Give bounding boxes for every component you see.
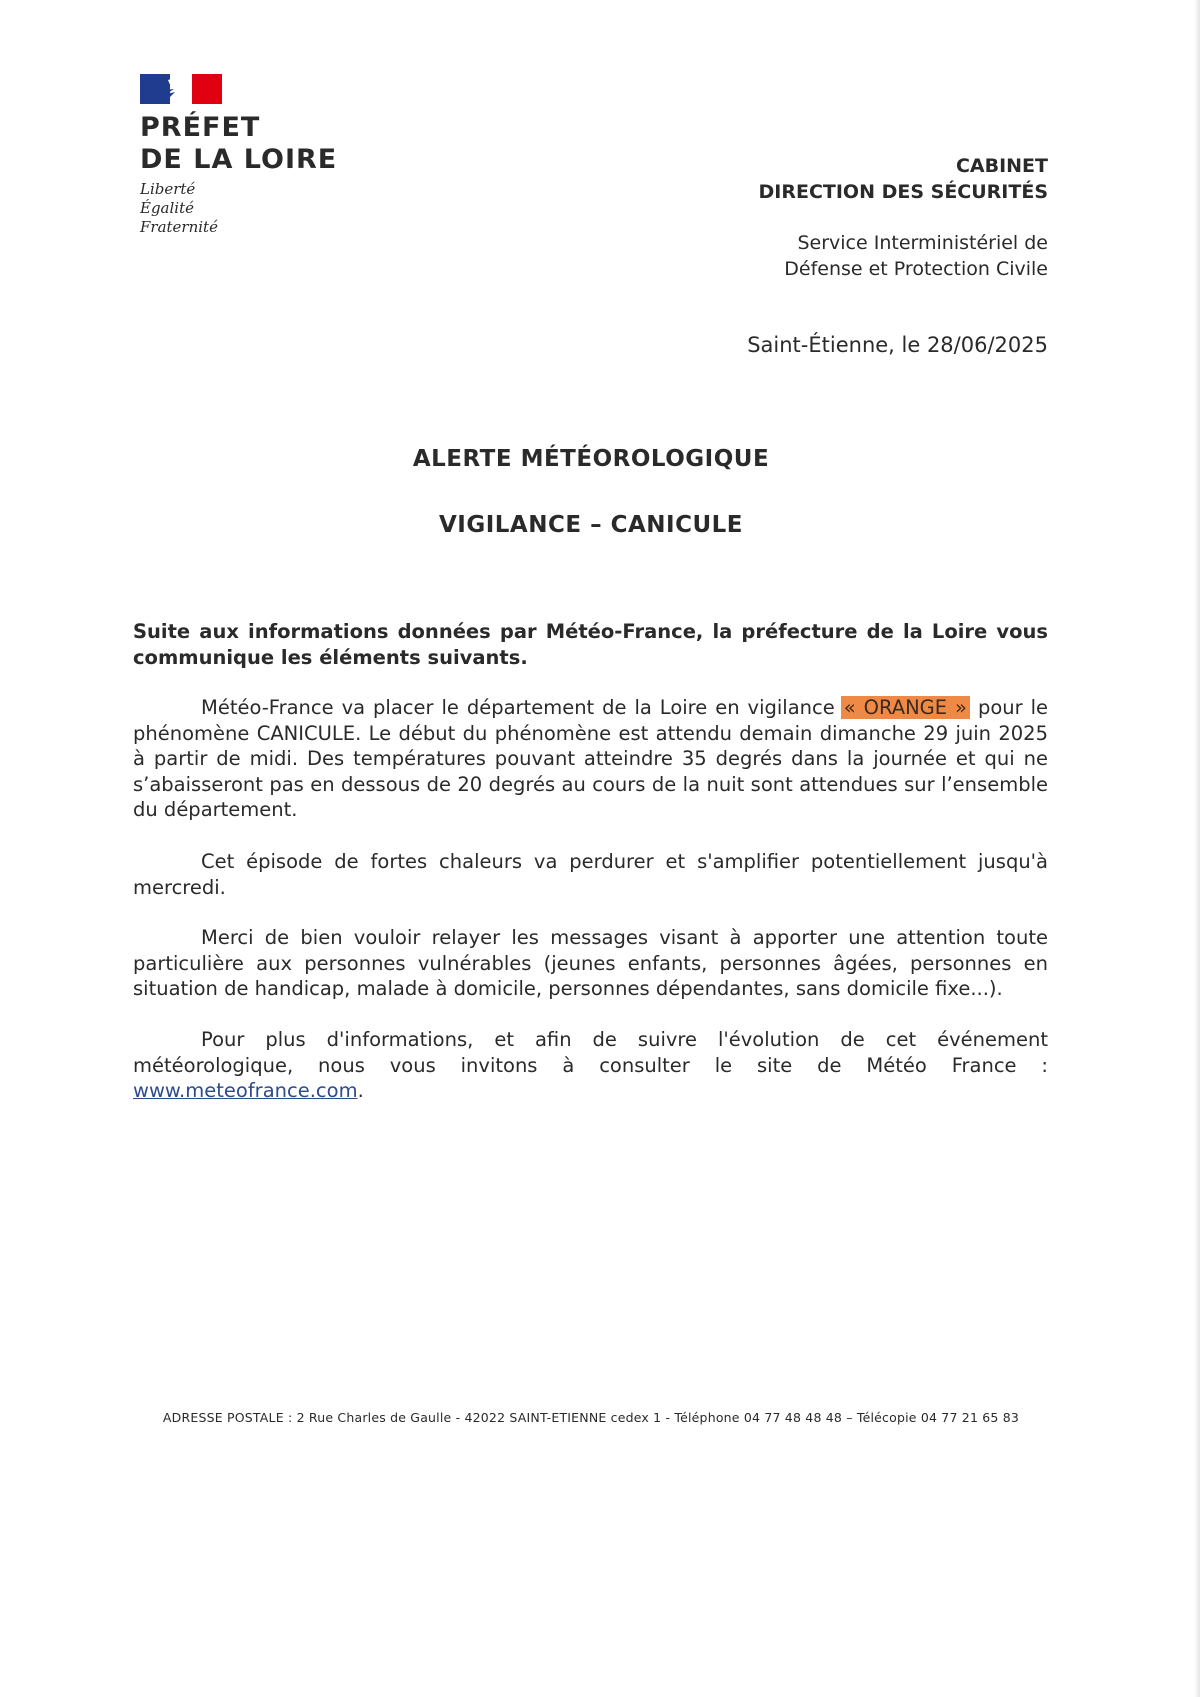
cabinet-header — [759, 153, 1049, 205]
paragraph-vigilance: Météo-France va placer le département de la Loire en vigilance « ORANGE » pour le phénomène CANICULE. Le début du phénomène est attendu demain dimanche 29 juin 2025 à partir de midi. Des températures pouvant atteindre 35 degrés dans la journée et qui ne s’abaisseront pas en dessous de 20 degrés au cours de la nuit sont attendues sur l’ensemble du département. — [133, 696, 1048, 821]
service-line-2: Défense et Protection Civile — [784, 258, 1048, 280]
scan-edge — [1194, 0, 1200, 1697]
marianne-profile-icon — [164, 76, 194, 102]
service-header — [784, 230, 1048, 282]
paragraph-more-info: Pour plus d'informations, et afin de suivre l'évolution de cet événement météorologique, nous vous invitons à consulter le site de Météo France : www.meteofrance.com. — [133, 1028, 1048, 1102]
intro-paragraph: Suite aux informations données par Météo-France, la préfecture de la Loire vous communique les éléments suivants. — [133, 620, 1048, 669]
service-line-1: Service Interministériel de — [797, 232, 1048, 254]
marianne-emblem-icon — [140, 74, 222, 104]
paragraph-vulnerable: Merci de bien vouloir relayer les messages visant à apporter une attention toute particulière aux personnes vulnérables (jeunes enfants, personnes âgées, personnes en situation de handicap, malade à domicile, personnes dépendantes, sans domicile fixe...). — [133, 926, 1048, 1000]
document-title: ALERTE MÉTÉOROLOGIQUE — [412, 446, 770, 472]
document-subtitle: VIGILANCE – CANICULE — [438, 512, 743, 538]
postal-address-footer: ADRESSE POSTALE : 2 Rue Charles de Gaulle - 42022 SAINT-ETIENNE cedex 1 - Téléphone 04 77 48 48 48 – Télécopie 04 77 21 65 83 — [162, 1410, 1020, 1425]
direction-label: DIRECTION DES SÉCURITÉS — [758, 181, 1048, 203]
document-date: Saint-Étienne, le 28/06/2025 — [747, 333, 1048, 357]
cabinet-label: CABINET — [955, 155, 1048, 177]
prefecture-logo — [140, 74, 390, 237]
republic-motto: Liberté Égalité Fraternité — [140, 180, 218, 236]
vigilance-level-badge: « ORANGE » — [841, 696, 970, 719]
meteofrance-link[interactable]: www.meteofrance.com — [133, 1079, 358, 1102]
paragraph-duration: Cet épisode de fortes chaleurs va perdurer et s'amplifier potentiellement jusqu'à mercredi. — [133, 850, 1048, 899]
prefecture-name: PRÉFET DE LA LOIRE — [140, 112, 338, 175]
